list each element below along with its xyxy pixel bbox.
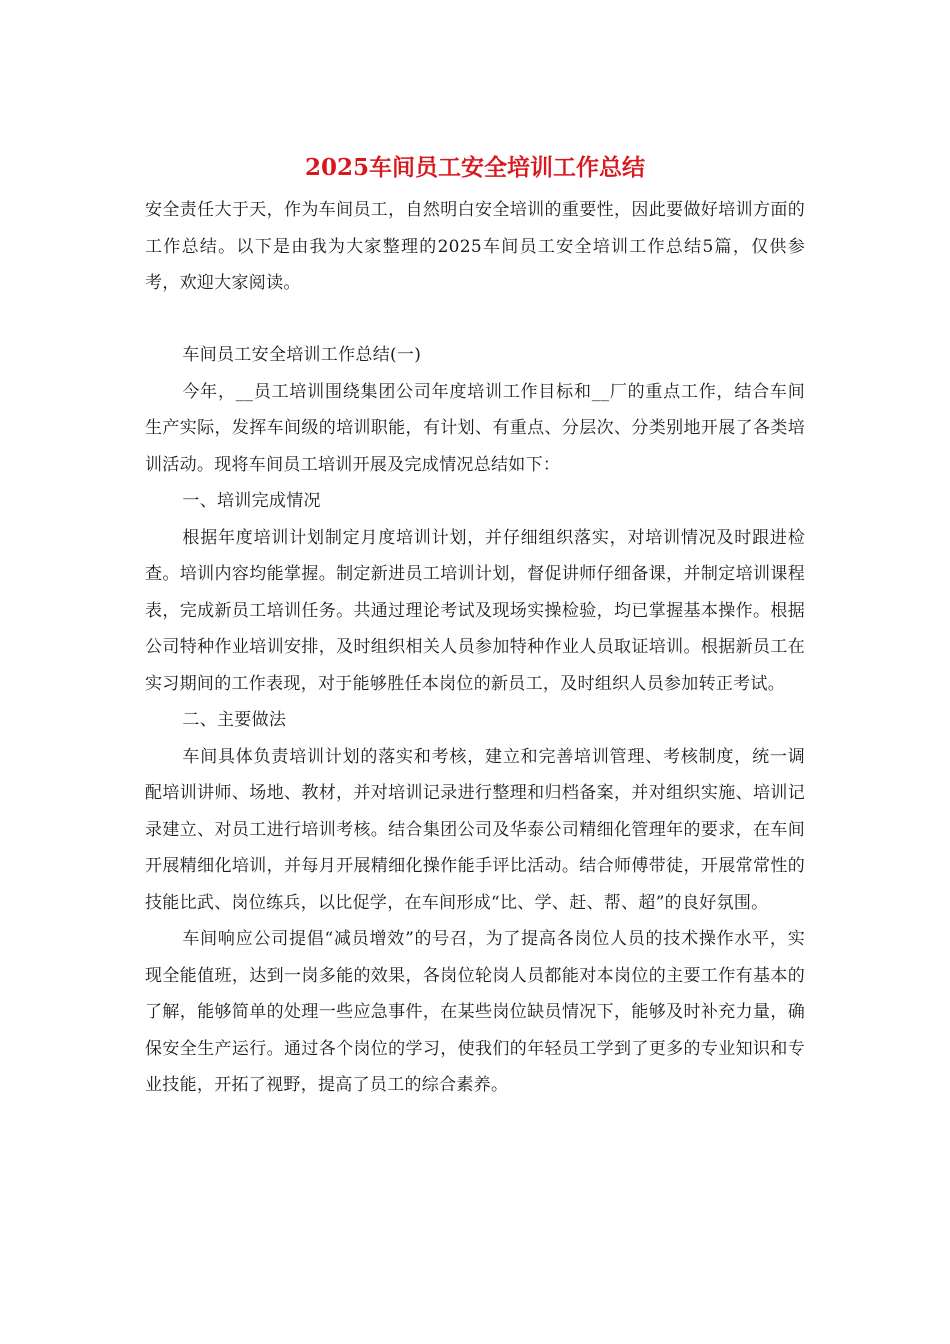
paragraph: 车间响应公司提倡“减员增效”的号召，为了提高各岗位人员的技术操作水平，实现全能值班，达到一岗多能的效果，各岗位轮岗人员都能对本岗位的主要工作有基本的了解，能够简单的处理一些应急事件，在某些岗位缺员情况下，能够及时补充力量，确保安全生产运行。通过各个岗位的学习，使我们的年轻员工学到了更多的专业知识和专业技能，开拓了视野，提高了员工的综合素养。 [145, 929, 805, 1095]
intro-paragraph: 安全责任大于天，作为车间员工，自然明白安全培训的重要性，因此要做好培训方面的工作总结。以下是由我为大家整理的2025车间员工安全培训工作总结5篇，仅供参考，欢迎大家阅读。 [145, 200, 805, 293]
paragraph: 车间具体负责培训计划的落实和考核，建立和完善培训管理、考核制度，统一调配培训讲师、场地、教材，并对培训记录进行整理和归档备案，并对组织实施、培训记录建立、对员工进行培训考核。结合集团公司及华泰公司精细化管理年的要求，在车间开展精细化培训，并每月开展精细化操作能手评比活动。结合师傅带徒，开展常常性的技能比武、岗位练兵，以比促学，在车间形成“比、学、赶、帮、超”的良好氛围。 [145, 746, 805, 913]
subheading: 二、主要做法 [182, 710, 287, 730]
section-title: 车间员工安全培训工作总结(一) [182, 345, 422, 365]
paragraph: 今年，__员工培训围绕集团公司年度培训工作目标和__厂的重点工作，结合车间生产实际，发挥车间级的培训职能，有计划、有重点、分层次、分类别地开展了各类培训活动。现将车间员工培训开展及完成情况总结如下： [145, 381, 805, 475]
document-title: 2025车间员工安全培训工作总结 [304, 154, 645, 181]
subheading: 一、培训完成情况 [182, 491, 321, 511]
paragraph: 根据年度培训计划制定月度培训计划，并仔细组织落实，对培训情况及时跟进检查。培训内容均能掌握。制定新进员工培训计划，督促讲师仔细备课，并制定培训课程表，完成新员工培训任务。共通过理论考试及现场实操检验，均已掌握基本操作。根据公司特种作业培训安排，及时组织相关人员参加特种作业人员取证培训。根据新员工在实习期间的工作表现，对于能够胜任本岗位的新员工，及时组织人员参加转正考试。 [145, 527, 805, 694]
document-body [145, 337, 805, 1104]
